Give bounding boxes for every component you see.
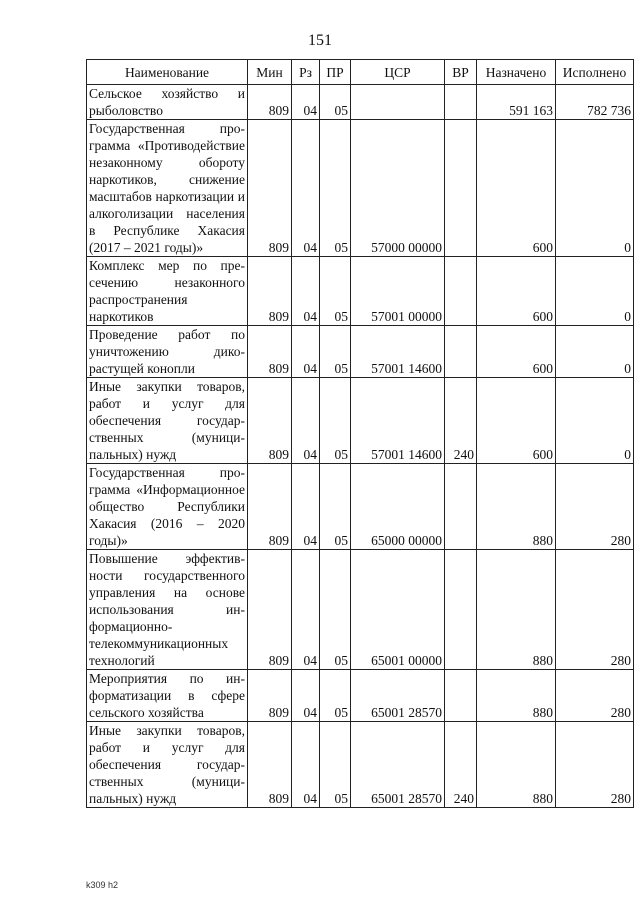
cell-executed: 782 736: [556, 85, 634, 120]
cell-assigned: 591 163: [477, 85, 556, 120]
header-pr: ПР: [320, 60, 351, 85]
table-row: [87, 120, 634, 257]
header-min: Мин: [248, 60, 292, 85]
cell-min: 809: [248, 550, 292, 670]
cell-min: 809: [248, 722, 292, 808]
footer-code: k309 h2: [86, 880, 119, 890]
cell-min: 809: [248, 120, 292, 257]
cell-vr: [445, 464, 477, 550]
cell-rz: 04: [292, 326, 320, 378]
cell-rz: 04: [292, 722, 320, 808]
cell-executed: 0: [556, 257, 634, 326]
cell-name: Государственная программа «Информационное общество Республики Хакасия (2016 – 2020 годы)»: [87, 464, 248, 550]
cell-name: Сельское хозяйство и рыболовство: [87, 85, 248, 120]
cell-executed: 0: [556, 378, 634, 464]
cell-assigned: 600: [477, 120, 556, 257]
header-assigned: Назначено: [477, 60, 556, 85]
cell-name: Повышение эффективности государственного управления на основе использования информационно-телекоммуникационных технологий: [87, 550, 248, 670]
table-row: [87, 722, 634, 808]
cell-min: 809: [248, 85, 292, 120]
cell-pr: 05: [320, 120, 351, 257]
page-number: 151: [308, 32, 332, 49]
cell-rz: 04: [292, 464, 320, 550]
cell-assigned: 880: [477, 670, 556, 722]
header-name: Наименование: [87, 60, 248, 85]
cell-vr: 240: [445, 378, 477, 464]
cell-vr: [445, 257, 477, 326]
cell-csr: 57001 00000: [351, 257, 445, 326]
cell-min: 809: [248, 464, 292, 550]
cell-vr: [445, 326, 477, 378]
cell-csr: 65001 28570: [351, 722, 445, 808]
cell-min: 809: [248, 378, 292, 464]
cell-executed: 280: [556, 550, 634, 670]
cell-csr: 65001 28570: [351, 670, 445, 722]
cell-pr: 05: [320, 378, 351, 464]
cell-csr: 65000 00000: [351, 464, 445, 550]
cell-rz: 04: [292, 670, 320, 722]
cell-min: 809: [248, 257, 292, 326]
cell-name: Государственная программа «Противодействие незаконному обороту наркотиков, снижение масштабов наркотизации и алкоголизации населения в Республике Хакасия (2017 – 2021 годы)»: [87, 120, 248, 257]
cell-csr: 57000 00000: [351, 120, 445, 257]
table-row: [87, 257, 634, 326]
table-row: [87, 464, 634, 550]
table-row: [87, 670, 634, 722]
table-row: [87, 85, 634, 120]
cell-assigned: 600: [477, 326, 556, 378]
header-executed: Исполнено: [556, 60, 634, 85]
table-row: [87, 326, 634, 378]
cell-name: Комплекс мер по пресечению незаконного распространения наркотиков: [87, 257, 248, 326]
cell-pr: 05: [320, 550, 351, 670]
cell-assigned: 600: [477, 257, 556, 326]
cell-min: 809: [248, 326, 292, 378]
header-rz: Рз: [292, 60, 320, 85]
cell-min: 809: [248, 670, 292, 722]
header-csr: ЦСР: [351, 60, 445, 85]
budget-table: [86, 59, 634, 808]
cell-rz: 04: [292, 120, 320, 257]
cell-csr: [351, 85, 445, 120]
header-vr: ВР: [445, 60, 477, 85]
cell-pr: 05: [320, 85, 351, 120]
cell-pr: 05: [320, 257, 351, 326]
table-row: [87, 378, 634, 464]
cell-name: Проведение работ по уничтожению дикорастущей конопли: [87, 326, 248, 378]
cell-rz: 04: [292, 257, 320, 326]
cell-pr: 05: [320, 722, 351, 808]
cell-rz: 04: [292, 550, 320, 670]
cell-executed: 0: [556, 120, 634, 257]
header-row: [87, 60, 634, 85]
cell-name: Иные закупки товаров, работ и услуг для обеспечения государственных (муниципальных) нужд: [87, 378, 248, 464]
table-row: [87, 550, 634, 670]
cell-csr: 57001 14600: [351, 326, 445, 378]
cell-assigned: 880: [477, 550, 556, 670]
cell-rz: 04: [292, 378, 320, 464]
cell-assigned: 880: [477, 722, 556, 808]
cell-vr: [445, 670, 477, 722]
cell-vr: [445, 85, 477, 120]
cell-assigned: 880: [477, 464, 556, 550]
cell-executed: 0: [556, 326, 634, 378]
cell-csr: 57001 14600: [351, 378, 445, 464]
cell-executed: 280: [556, 722, 634, 808]
cell-vr: 240: [445, 722, 477, 808]
cell-rz: 04: [292, 85, 320, 120]
cell-vr: [445, 120, 477, 257]
cell-pr: 05: [320, 670, 351, 722]
cell-name: Иные закупки товаров, работ и услуг для обеспечения государственных (муниципальных) нужд: [87, 722, 248, 808]
cell-pr: 05: [320, 464, 351, 550]
cell-executed: 280: [556, 670, 634, 722]
cell-csr: 65001 00000: [351, 550, 445, 670]
cell-name: Мероприятия по информатизации в сфере сельского хозяйства: [87, 670, 248, 722]
cell-vr: [445, 550, 477, 670]
cell-pr: 05: [320, 326, 351, 378]
cell-assigned: 600: [477, 378, 556, 464]
cell-executed: 280: [556, 464, 634, 550]
